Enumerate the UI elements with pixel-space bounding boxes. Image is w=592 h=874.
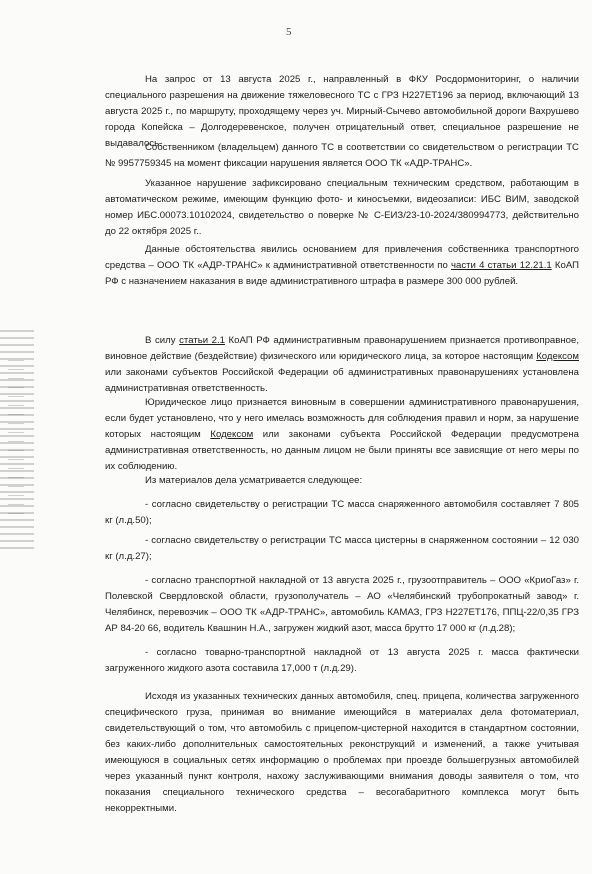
law-link-codex[interactable]: Кодексом bbox=[536, 351, 579, 362]
law-link-codex[interactable]: Кодексом bbox=[210, 429, 254, 440]
list-item-tank-mass: - согласно свидетельству о регистрации ТС масса цистерны в снаряженном состоянии – 12 030 кг (л.д.27); bbox=[105, 535, 579, 562]
law-link-art2-1[interactable]: статьи 2.1 bbox=[179, 335, 225, 346]
text-segment: Юридическое лицо признается виновным в совершении административного правонарушения, если будет установлено, что у него имелась возможность для соблюдения правил и норм, за нарушение которых настоящим bbox=[105, 397, 579, 440]
paragraph-grounds bbox=[105, 242, 579, 290]
text-segment: В силу bbox=[145, 335, 180, 346]
list-item-transport-waybill: - согласно транспортной накладной от 13 августа 2025 г., грузоотправитель – ООО «КриоГаз» г. Полевской Свердловской области, грузополучатель – АО «Челябинский трубопрокатный завод» г. Челябинск, перевозчик – ООО ТК «АДР-ТРАНС», автомобиль КАМАЗ, ГРЗ Н227ЕТ176, ППЦ-22/0,35 ГРЗ АР 84-20 66, водитель Квашнин Н.А., загружен жидкий азот, масса брутто 17 000 кг (л.д.28); bbox=[105, 575, 579, 634]
paragraph-materials: Из материалов дела усматривается следующее: bbox=[145, 475, 363, 486]
paragraph-request: На запрос от 13 августа 2025 г., направленный в ФКУ Росдормониторинг, о наличии специального разрешения на движение тяжеловесного ТС с ГРЗ Н227ЕТ196 за период, включающий 13 августа 2025 г., по маршруту, проходящему через уч. Мирный-Сычево автомобильной дороги Вахрушево города Копейска – Долгодеревенское, получен отрицательный ответ, специальное разрешение не выдавалось. bbox=[105, 74, 579, 149]
page-number: 5 bbox=[286, 26, 292, 38]
text-segment: или законами субъекта Российской Федерации предусмотрена административная ответственность, но данным лицом не были приняты все зависящие от него меры по их соблюдению. bbox=[105, 429, 579, 472]
paragraph-article-2-1 bbox=[105, 333, 579, 397]
law-link-part4-art12-21-1[interactable]: части 4 статьи 12.21.1 bbox=[451, 260, 552, 271]
list-item-vehicle-mass: - согласно свидетельству о регистрации ТС масса снаряженного автомобиля составляет 7 805 кг (л.д.50); bbox=[105, 499, 579, 526]
paragraph-conclusion: Исходя из указанных технических данных автомобиля, спец. прицепа, количества загруженного специфического груза, принимая во внимание имеющийся в материалах дела фотоматериал, свидетельствующий о том, что автомобиль с прицепом-цистерной находится в стандартном состоянии, без каких-либо дополнительных самостоятельных реконструкций и изменений, а также учитывая имеющуюся в социальных сетях информацию о проблемах при проезде большегрузных автомобилей через указанный пункт контроля, нахожу заслуживающими внимания доводы заявителя о том, что показания специального технического средства – весогабаритного комплекса могут быть некорректными. bbox=[105, 691, 579, 814]
text-segment: или законами субъектов Российской Федерации об административных правонарушениях установлена административная ответственность. bbox=[105, 367, 579, 394]
text-segment: Данные обстоятельства явились основанием для привлечения собственника транспортного средства – ООО ТК «АДР-ТРАНС» к административной ответственности по bbox=[105, 244, 579, 271]
text-segment: КоАП РФ административным правонарушением признается противоправное, виновное действие (бездействие) физического или юридического лица, за которое настоящим bbox=[105, 335, 579, 362]
paragraph-device: Указанное нарушение зафиксировано специальным техническим средством, работающим в автоматическом режиме, имеющим функцию фото- и киносъемки, видеозаписи: ИБС ВИМ, заводской номер ИБС.00073.10102024, свидетельство о поверке № С-ЕИЗ/23-10-2024/380994773, действительно до 22 октября 2025 г.. bbox=[105, 178, 579, 237]
paragraph-legal-entity bbox=[105, 395, 579, 475]
paragraph-owner: Собственником (владельцем) данного ТС в соответствии со свидетельством о регистрации ТС № 9957759345 на момент фиксации нарушения является ООО ТК «АДР-ТРАНС». bbox=[105, 142, 579, 169]
scan-edge-artifact-inner bbox=[8, 360, 24, 520]
text-segment: КоАП РФ с назначением наказания в виде административного штрафа в размере 300 000 рублей. bbox=[105, 260, 579, 287]
list-item-goods-waybill: - согласно товарно-транспортной накладной от 13 августа 2025 г. масса фактически загруженного жидкого азота составила 17,000 т (л.д.29). bbox=[105, 647, 579, 674]
